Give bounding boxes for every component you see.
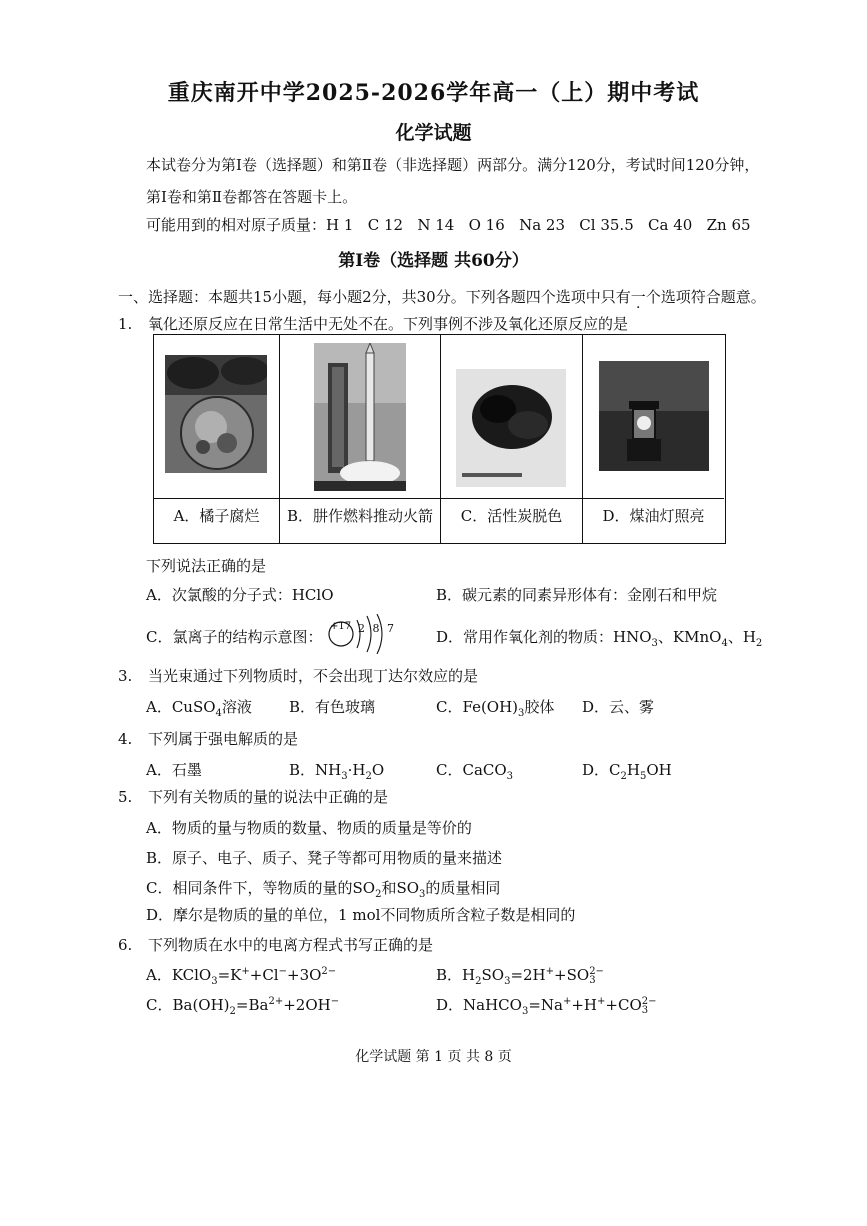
chloride-ion-diagram bbox=[327, 620, 397, 650]
section-title: 第Ⅰ卷（选择题 共60分） bbox=[338, 251, 529, 271]
section-instruction: 一、选择题：本题共15小题，每小题2分，共30分。下列各题四个选项中只有一个选项符合题意。 bbox=[118, 288, 766, 306]
q3-option-c: C．$Fe(OH)_3$胶体 bbox=[436, 698, 555, 719]
q5-option-b: B．原子、电子、质子、凳子等都可用物质的量来描述 bbox=[146, 849, 503, 867]
q3-option-a: A．CuSO$_4$溶液 bbox=[146, 698, 252, 719]
question-4: 4. 下列属于强电解质的是 bbox=[118, 730, 299, 748]
q3-option-b: B．有色玻璃 bbox=[289, 698, 376, 716]
rocket-launch-photo bbox=[314, 343, 406, 491]
q1-option-a: A．橘子腐烂 bbox=[173, 507, 260, 525]
q1-option-d: D．煤油灯照亮 bbox=[602, 507, 705, 525]
question-6: 6. 下列物质在水中的电离方程式书写正确的是 bbox=[118, 936, 434, 954]
q5-option-d: D．摩尔是物质的量的单位，1 mol不同物质所含粒子数是相同的 bbox=[146, 906, 576, 924]
question-3: 3. 当光束通过下列物质时，不会出现丁达尔效应的是 bbox=[118, 667, 479, 685]
q1-cell-a bbox=[154, 335, 280, 543]
intro-line-2: 第Ⅰ卷和第Ⅱ卷都答在答题卡上。 bbox=[146, 188, 358, 206]
q5-option-a: A．物质的量与物质的数量、物质的质量是等价的 bbox=[146, 819, 472, 837]
q3-option-d: D．云、雾 bbox=[582, 698, 655, 716]
question-2: 下列说法正确的是 bbox=[146, 557, 267, 575]
q1-cell-b bbox=[280, 335, 441, 543]
q6-option-c: C．$Ba(OH)_2=Ba^{2+}+2OH^-$ bbox=[146, 996, 340, 1017]
exam-subtitle: 化学试题 bbox=[395, 122, 472, 144]
q6-option-a: A．$KClO_3=K^++Cl^-+3O^{2-}$ bbox=[146, 966, 337, 987]
emphasis-dots: 有一个 bbox=[615, 288, 661, 306]
q1-cell-d bbox=[583, 335, 724, 543]
q1-option-b: B．肼作燃料推动火箭 bbox=[286, 507, 434, 525]
q1-cell-c bbox=[441, 335, 583, 543]
q2-option-d: D．常用作氧化剂的物质：$HNO_3$、KMnO$_4$、$H_2$ bbox=[436, 628, 763, 649]
page-footer: 化学试题 第 1 页 共 8 页 bbox=[355, 1049, 512, 1065]
q2-option-c: C．氯离子的结构示意图： bbox=[146, 628, 323, 646]
q6-option-d: D．NaHCO$_3$=Na++H++CO 2− 3 bbox=[436, 996, 657, 1017]
q5-option-c: C．相同条件下，等物质的量的$SO_2$和$SO_3$的质量相同 bbox=[146, 879, 501, 900]
q6-option-b: B．$H_2SO_3=2H^++SO$ 2− 3 bbox=[436, 966, 604, 987]
atomic-masses: 可能用到的相对原子质量：H 1 C 12 N 14 O 16 Na 23 Cl 35.5 Ca 40 Zn 65 bbox=[146, 216, 751, 234]
activated-carbon-photo bbox=[456, 369, 566, 487]
exam-title: 重庆南开中学2025-2026学年高一（上）期中考试 bbox=[167, 80, 700, 106]
rotting-orange-photo bbox=[165, 355, 267, 473]
q4-option-a: A．石墨 bbox=[146, 761, 202, 779]
q4-option-d: D．$C_2H_5OH$ bbox=[582, 761, 672, 782]
q2-option-b: B．碳元素的同素异形体有：金刚石和甲烷 bbox=[436, 586, 718, 604]
q1-image-table bbox=[153, 334, 726, 544]
question-1: 1. 氧化还原反应在日常生活中无处不在。下列事例不涉及氧化还原反应的是 bbox=[118, 315, 629, 333]
atom-nucleus-label: +17 bbox=[330, 621, 352, 632]
q4-option-c: C．CaCO$_3$ bbox=[436, 761, 514, 782]
q2-option-a: A．次氯酸的分子式：HClO bbox=[146, 586, 334, 604]
atom-shells-label: 2 8 7 bbox=[358, 622, 396, 635]
question-5: 5. 下列有关物质的量的说法中正确的是 bbox=[118, 788, 389, 806]
intro-line-1: 本试卷分为第Ⅰ卷（选择题）和第Ⅱ卷（非选择题）两部分。满分120分，考试时间120分钟， bbox=[146, 156, 760, 174]
q1-option-c: C．活性炭脱色 bbox=[460, 507, 563, 525]
q4-option-b: B．$NH_3\cdot H_2O$ bbox=[289, 761, 385, 782]
kerosene-lamp-photo bbox=[599, 361, 709, 471]
